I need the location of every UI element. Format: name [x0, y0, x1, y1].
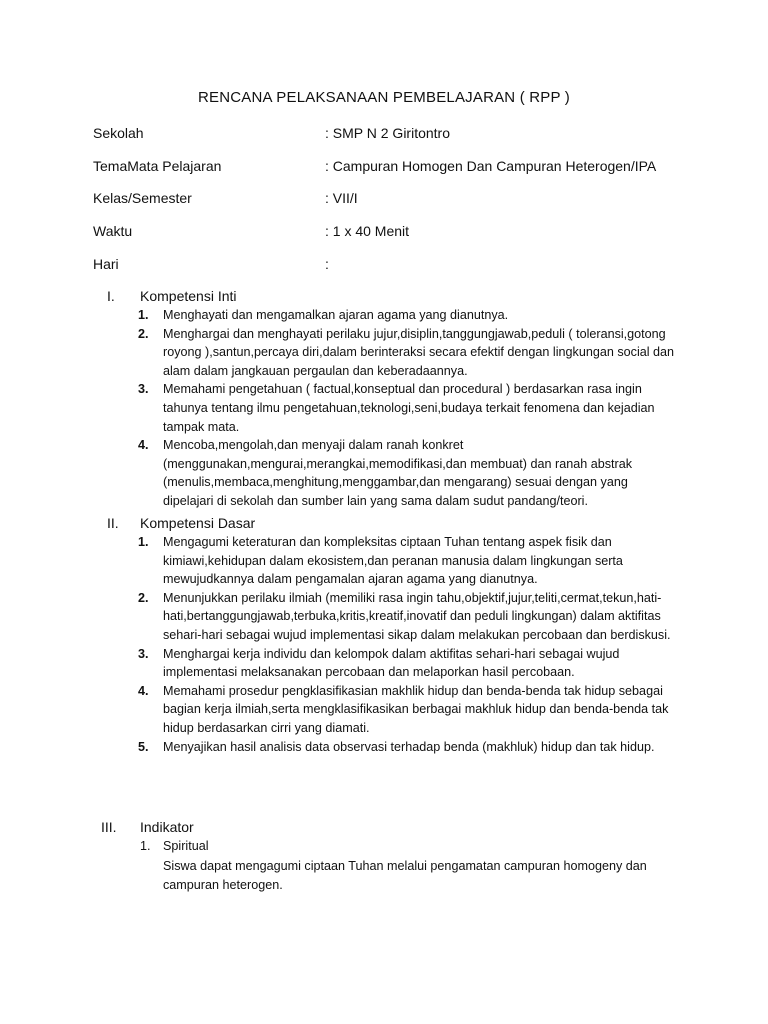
item-number: 4.: [138, 438, 149, 453]
item-number: 3.: [138, 382, 149, 397]
item-text: Menghargai dan menghayati perilaku jujur,disiplin,tanggungjawab,peduli ( toleransi,gotong royong ),santun,percaya diri,dalam berinteraksi secara efektif dengan lingkungan social dan alam dalam jangkauan pergaulan dan keberadaannya.: [163, 326, 675, 378]
list-item: [138, 682, 678, 738]
item-text: Menunjukkan perilaku ilmiah (memiliki rasa ingin tahu,objektif,jujur,teliti,cermat,tekun,hati-hati,bertanggungjawab,terbuka,kritis,kreatif,inovatif dan peduli lingkungan) dalam aktifitas sehari-hari sebagai wujud implementasi sikap dalam melakukan percobaan dan berdiskusi.: [163, 590, 671, 642]
item-number: 5.: [138, 739, 149, 754]
item-text: Mengagumi keteraturan dan kompleksitas ciptaan Tuhan tentang aspek fisik dan kimiawi,kehidupan dalam ekosistem,dan peranan manusia dalam lingkungan serta mewujudkannya dalam pengamalan ajaran agama yang dianutnya.: [163, 535, 623, 587]
kompetensi-inti-list: [138, 306, 678, 511]
info-label: TemaMata Pelajaran: [93, 158, 222, 174]
section-title: Kompetensi Inti: [140, 288, 237, 304]
list-item: [138, 306, 678, 325]
item-text: Memahami prosedur pengklasifikasian makhlik hidup dan benda-benda tak hidup sebagai bagian kerja ilmiah,serta mengklasifikasikan berbagai makhluk hidup dan benda-benda tak hidup berdasarkan cirri yang diamati.: [163, 683, 669, 735]
section-number: III.: [101, 819, 117, 835]
info-label: Sekolah: [93, 125, 144, 141]
item-text: Menghayati dan mengamalkan ajaran agama yang dianutnya.: [163, 308, 509, 322]
list-item: [138, 325, 678, 381]
section-number: I.: [107, 288, 115, 304]
item-number: 3.: [138, 646, 149, 661]
item-number: 1.: [138, 535, 149, 549]
item-text: Memahami pengetahuan ( factual,konseptual dan procedural ) berdasarkan rasa ingin tahunya tentang ilmu pengetahuan,teknologi,seni,budaya terkait fenomena dan kejadian tampak mata.: [163, 382, 655, 434]
item-text: Menghargai kerja individu dan kelompok dalam aktifitas sehari-hari sebagai wujud implementasi melaksanakan percobaan dan melaporkan hasil percobaan.: [163, 646, 620, 680]
kompetensi-dasar-list: [138, 533, 678, 756]
list-item: [138, 436, 678, 510]
info-label: Waktu: [93, 223, 133, 239]
item-number: 2.: [138, 590, 149, 605]
subheading-title: Spiritual: [163, 839, 209, 853]
page-title: RENCANA PELAKSANAAN PEMBELAJARAN ( RPP ): [198, 89, 570, 106]
item-text: Menyajikan hasil analisis data observasi terhadap benda (makhluk) hidup dan tak hidup.: [163, 739, 655, 754]
info-value: : Campuran Homogen Dan Campuran Heterogen/IPA: [325, 158, 657, 174]
item-number: 4.: [138, 683, 149, 698]
section-title: Indikator: [140, 819, 194, 835]
list-item: [138, 380, 678, 436]
info-value: : 1 x 40 Menit: [325, 223, 410, 239]
list-item: [138, 533, 678, 589]
list-item: [138, 738, 678, 757]
item-text: Mencoba,mengolah,dan menyaji dalam ranah konkret (menggunakan,mengurai,merangkai,memodifikasi,dan membuat) dan ranah abstrak (menulis,membaca,menghitung,menggambar,dan mengarang) sesuai dengan yang dipelajari di sekolah dan sumber lain yang sama dalam sudut pandang/teori.: [163, 438, 633, 508]
list-item: [138, 589, 678, 645]
indicator-text: Siswa dapat mengagumi ciptaan Tuhan melalui pengamatan campuran homogeny dan campuran heterogen.: [163, 859, 647, 892]
item-number: 2.: [138, 326, 149, 341]
info-value: :: [325, 256, 329, 272]
info-label: Kelas/Semester: [93, 190, 192, 206]
item-number: 1.: [140, 839, 151, 853]
info-label: Hari: [93, 256, 119, 272]
info-value: : VII/I: [325, 190, 358, 206]
info-value: : SMP N 2 Giritontro: [325, 125, 451, 141]
section-number: II.: [107, 515, 119, 531]
section-title: Kompetensi Dasar: [140, 515, 256, 531]
item-number: 1.: [138, 308, 149, 322]
list-item: [138, 645, 678, 682]
